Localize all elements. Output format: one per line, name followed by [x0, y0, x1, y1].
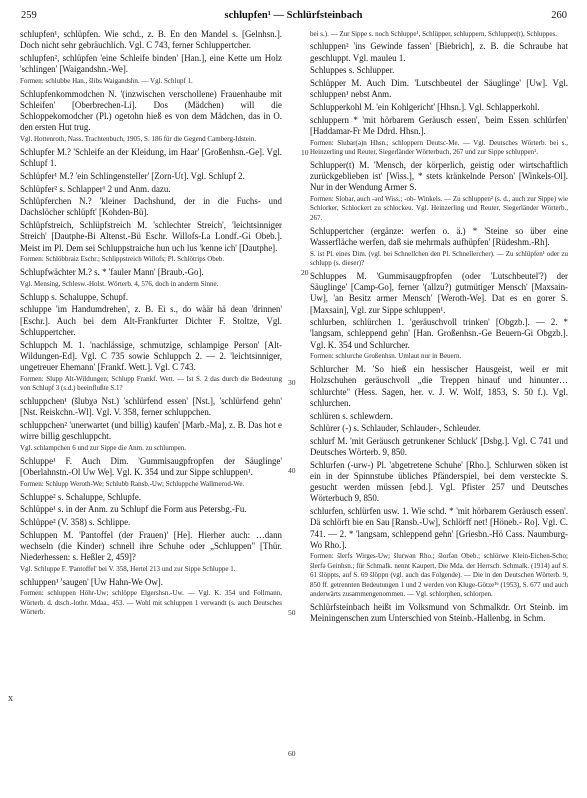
entry-note: Formen: Schlöbbraiz Eschr.; Schlippstreich Willofs; Pl. Schlötrips Obeb.	[20, 255, 225, 264]
entry-note: Formen: Slobar, auch -ərd Wiss.; -ob- Winkels. — Zu schluppen² (s. d., auch zur Sippe) wie Schlorker, Schlockert zu schlockeu. Vgl. Heinzerling und Reuter, Siegerländer Wörterb., 267.	[310, 194, 568, 222]
dictionary-entry: schlurf M. 'mit Geräusch getrunkener Schluck' [Dsbg.]. Vgl. C 741 und Deutsches Wörterb. 9, 850.	[310, 435, 568, 458]
page-header	[0, 10, 587, 26]
dictionary-entry: Schlüpfstreich, Schlüpfstreich M. 'schlechter Streich', 'leichtsinniger Streich' [Dautphe-Bi Altenst.-Bü Eschr. Willofs-La Londf.-Gi Obeb.]. Meist im Pl. Dem sei Schluppstraiche hun uch lus 'kenne ich' [Dautphe].	[20, 220, 282, 253]
dictionary-entry: Schlüppe¹ s. in der Anm. zu Schlupf die Form aus Petersbg.-Fu.	[20, 504, 247, 515]
dictionary-entry: schlupfen¹, schlüpfen. Wie schd., z. B. En den Mandel s. [Gelnhsn.]. Doch nicht sehr gebräuchlich. Vgl. C 743, ferner Schluppertcher.	[20, 29, 282, 51]
dictionary-entry: Schluppertcher (ergänze: werfen o. ä.) * 'Steine so über eine Wasserfläche werfen, daß sie mehrmals aufhüpfen' [Rüdeshm.-Rh].	[310, 225, 568, 247]
dictionary-entry: Schlüpfer² s. Schlapper¹ 2 und Anm. dazu.	[20, 183, 171, 194]
dictionary-entry: Schlüpferchen N.? 'kleiner Dachshund, der in die Fuchs- und Dachslöcher schlüpft' [Kohden-Bü].	[20, 196, 282, 218]
entry-note: Formen: šlerfs Wirges-Uw; šlurwən Rho.; šlorfən Obeb.; schlörwe Klein-Eichen-Scho; šlerfə Geinhsn.; für Schmalk. nennt Kaupert, Die Mda. der Herrsch. Schmalk. (1914) auf S. 61 šlöppts, auf S. 69 šlöppn (vgl. auch das Folgende). — Die in den Deutschen Wörterb. 9, 850 ff. getrennten Bedeutungen 1 und 2 werden von Kluge-Götze¹⁶ (1953), S. 677 und auch anderwärts zusammengenommen. — Vgl. schlorphen, schlorpen.	[310, 552, 568, 599]
entry-note: Vgl. Schluppe F. 'Pantoffel' bei V. 358, Hertel 213 und zur Sippe Schluppe 1.	[20, 564, 236, 573]
entry-note: bei s.). — Zur Sippe s. noch Schluppe¹, Schlüpper, schluppern, Schlupper(t), Schluppes.	[310, 29, 557, 38]
dictionary-entry: Schlupfer M.? 'Schleife an der Kleidung, im Haar' [Großenhsn.-Ge]. Vgl. Schlupf 1.	[20, 146, 282, 169]
entry-note: Vgl. Hottenroth, Nass. Trachtenbuch, 1905, S. 186 für die Gegend Camberg-Idstein.	[20, 135, 257, 144]
page-number-right: 260	[551, 10, 567, 21]
dictionary-entry: Schluppes M. 'Gummisaugpfropfen (oder 'Lutschbeutel'?) der Säuglinge' [Camp-Go], ferner '(allzu?) gutmütiger Mensch' [Maxsain-Uw], 'an Besitz armer Mensch' [Weroth-We]. Dat es en gorer S. [Maxsain], Vgl. zur Sippe schluppen¹.	[310, 270, 568, 315]
dictionary-entry: schlurben, schlürchen 1. 'geräuschvoll trinken' [Obgzb.]. — 2. * 'langsam, schleppend gehn' [Han. Großenhsn.-Ge Beuern-Gi Obgzb.]. Vgl. K. 354 und Schlurcher.	[310, 317, 568, 350]
dictionary-entry: Schlüpfer¹ M.? 'ein Schlingensteller' [Zorn-Ut]. Vgl. Schlupf 2.	[20, 170, 245, 181]
dictionary-entry: schluppchen¹ (šlubχə Nst.) 'schlürfend essen' [Nst.], 'schlürfend gehn' [Nst. Reiskchn.-Wl]. Vgl. V. 358, ferner schluppchen.	[20, 396, 282, 418]
dictionary-entry: Schlupfwächter M.? s. * 'fauler Mann' [Braub.-Go].	[20, 267, 204, 278]
dictionary-entry: schluppern * 'mit hörbarem Geräusch essen', 'beim Essen schlürfen' [Haddamar-Fr Me Ddrd. Hhsn.].	[310, 114, 568, 136]
dictionary-entry: Schlupfenkommodchen N. '(inzwischen verschollene) Frauenhaube mit Schleifen' [Oberbrechen-Li]. Dos (Mädchen) will die Schloppekomodcher (Pl.) ogetohn hieß es von dem Mädchen, das in O. den ersten Hut trug.	[20, 88, 282, 133]
line-number: 10	[301, 148, 309, 157]
dictionary-entry: Schlurcher M. 'So hieß ein hessischer Hausgeist, weil er mit Holzschuhen geräuschvoll „die Treppen hinauf und hinunter…schlurchte" (Hess. Sagen, her. v. J. W. Wolf, 1853, S. 50 f.). Vgl. schlurchen.	[310, 364, 568, 408]
dictionary-entry: schluppen² 'ins Gewinde fassen' [Biebrich], z. B. die Schraube hat geschluppt. Vgl. mauleu 1.	[310, 41, 568, 63]
dictionary-entry: Schlupp s. Schaluppe, Schupf.	[20, 291, 128, 302]
line-number: 40	[288, 466, 296, 475]
dictionary-entry: schlurfen, schlürfen usw. 1. Wie schd. * 'mit hörbarem Geräusch essen'. Dä schlörft bie en Sau [Ransb.-Uw], Schlörff net! [Höneb.- Ro]. Vgl. C. 741. — 2. * 'langsam, schleppend gehn' [Griesbn.-Hö Cass. Naumburg-Wo Rho.].	[310, 506, 568, 550]
dictionary-entry: Schluppe² s. Schaluppe, Schlupfe.	[20, 491, 141, 502]
entry-note: Formen: Slupp Alt-Wildungen; Schlupp Frankf. Wett. — Ist S. 2 das durch die Bedeutung von Schlupf 3 (s.d.) beeinflußte S.1?	[20, 374, 282, 393]
entry-note: Vgl. Mensing, Schlesw.-Holst. Wörterb. 4, 576, doch in anderm Sinne.	[20, 279, 219, 288]
dictionary-entry: Schluppen M. 'Pantoffel (der Frauen)' [He]. Hierher auch: …dann wechseln (die Kinder) schnell ihre Schuhe oder „Schluppen" [Thür. Niederhessen: s. Heßler 2, 459]?	[20, 529, 282, 563]
dictionary-entry: Schluppch M. 1. 'nachlässige, schmutzige, schlampige Person' [Alt-Wildungen-Ed]. Vgl. C 735 sowie Schluppch 2. — 2. 'leichtsinniger, ungetreuer Ehemann' [Frankf. Wett.]. Vgl. C 743.	[20, 339, 282, 372]
dictionary-entry: Schlupper(t) M. 'Mensch, der körperlich, geistig oder wirtschaftlich zurückgeblieben ist' [Wiss.], * stets kränkelnde Person' [Winkels-Ol]. Nur in der Wendung Armer S.	[310, 159, 568, 193]
line-number: 50	[288, 608, 296, 617]
dictionary-entry: Schluppe¹ F. Auch Dim. 'Gummisaugpfropfen der Säuglinge' [Oberlahnstn.-Ol Uw We]. Vgl. K. 354 und zur Sippe schluppen¹.	[20, 455, 282, 477]
entry-note: Vgl. schlampchen 6 und zur Sippe die Anm. zu schlumpen.	[20, 443, 187, 452]
dictionary-entry: Schlüpper M. Auch Dim. 'Lutschbeutel der Säuglinge' [Uw]. Vgl. schluppen¹ nebst Anm.	[310, 78, 568, 100]
entry-note: Formen: schluppen Höhr-Uw; schlöppe Elgershsn.-Uw. — Vgl. K. 354 und Follmann, Wörterb. d. dtsch.-lothr. Mdaa., 453. — Wohl mit schluppen 1 verwandt (s. auch Deutsches Wörterb.	[20, 589, 282, 617]
entry-note: Formen: schlubbe Han., šlibs Waigandshn. — Vgl. Schlupf 1.	[20, 76, 193, 85]
dictionary-entry: Schluppes s. Schlupper.	[310, 65, 395, 76]
dictionary-entry: Schlupperkohl M. 'ein Kohlgericht' [Hhsn.]. Vgl. Schlapperkohl.	[310, 101, 540, 112]
line-number: 60	[288, 749, 296, 758]
entry-note: S. ist Pl. eines Dim. (vgl. bei Schnellchen den Pl. Schnellercher). — Zu schlüpfen¹ oder zu schlupp (s. dieser)?	[310, 249, 568, 267]
dictionary-entry: Schlürfsteinbach heißt im Volksmund von Schmalkdr. Ort Steinb. im Meiningenschen zum Unterschied von Steinb.-Hallenbg. in Schm.	[310, 602, 568, 624]
dictionary-entry: Schlürer (-) s. Schlauder, Schlauder-, Schleuder.	[310, 423, 481, 434]
entry-note: Formen: Schlupp Weroth-We; Schlubb Ransb.-Uw; Schluppche Wallmerod-We.	[20, 479, 245, 488]
dictionary-entry: schluppchen² 'unerwartet (und billig) kaufen' [Marb.-Ma], z. B. Das hot e wirre billig geschluppcht.	[20, 419, 282, 442]
dictionary-entry: schlüren s. schlewdern.	[310, 410, 393, 421]
page-number-left: 259	[21, 10, 37, 21]
entry-note: Formen: Slubar(ə)n Hhsn.; schloppern Deutsc-Me. — Vgl. Deutsches Wörterb. bei s., Heinzerling und Reuter, Siegerländer Wörterbuch, 267 und zur Sippe schluppen¹.	[310, 138, 568, 156]
dictionary-entry: schlupfen², schlüpfen 'eine Schleife binden' [Han.], eine Kette um Holz 'schlingen' [Waigandshn.-We].	[20, 52, 282, 75]
dictionary-entry: Schlurfen (-urw-) Pl. 'abgetretene Schuhe' [Rho.]. Schlurwen söken ist ein in der Spinnstube übliches Pfänderspiel, bei dem versteckte S. gesucht werden müssen [ebd.]. Vgl. Pfister 257 und Deutsches Wörterbuch 9, 850.	[310, 459, 568, 504]
line-number: 30	[288, 378, 296, 387]
margin-mark: x	[8, 693, 13, 704]
dictionary-entry: Schlüppe² (V. 358) s. Schlippe.	[20, 516, 131, 527]
left-column	[20, 29, 282, 795]
dictionary-entry: schluppen¹ 'saugen' [Uw Hahn-We Ow].	[20, 576, 163, 587]
entry-note: Formen: schlurche Großenhsn. Umlaut nur in Beuern.	[310, 352, 462, 361]
running-title: schlupfen¹ — Schlürfsteinbach	[224, 10, 363, 21]
right-column	[310, 29, 568, 795]
dictionary-entry: schluppe 'im Handumdrehen', z. B. Ei s., do wäär hä dean 'drinnen' [Eschr.]. Auch bei dem Alt-Frankfurter Dichter F. Stoltze, Vgl. Schluppertcher.	[20, 304, 282, 337]
line-number: 20	[301, 268, 309, 277]
